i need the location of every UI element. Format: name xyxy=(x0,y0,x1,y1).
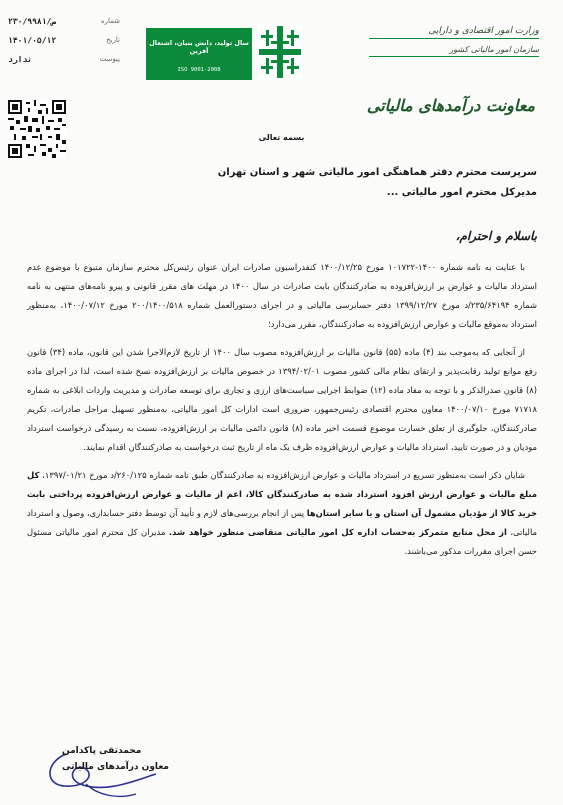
ministry-name: وزارت امور اقتصادی و دارایی xyxy=(428,26,539,36)
paragraph-3-text-c: مدیران کل محترم امور مالیاتی مسئول حسن اجرای مقررات مذکور می‌باشند. xyxy=(27,527,537,556)
header-divider xyxy=(369,38,539,39)
signatory-title: معاون درآمدهای مالیاتی xyxy=(62,762,169,772)
letter-number-row xyxy=(8,12,120,31)
letter-attachment: ندارد xyxy=(8,55,33,64)
deputy-heading: معاونت درآمدهای مالیاتی xyxy=(366,96,535,115)
paragraph-1: با عنایت به نامه شماره ۱۴۰۰-۱۰۱۷۲۲ مورخ ۱۴۰۰/۱۲/۲۵ کنفدراسیون صادرات ایران عنوان رئیس‌کل محترم سازمان متبوع با موضوع عدم استرداد مالیات و عوارض بر ارزش‌افزوده به صادرکنندگان بابت صادرات در سال ۱۴۰۰ در مهلت های مقرر قانونی و پیرو نامه‌های منتهی به نامه شماره ۲۳۵/۶۴۱۹۴/د مورخ ۱۳۹۹/۱۲/۲۷ دفتر حسابرسی مالیاتی و در اجرای دستورالعمل شماره ۲۰۰/۱۴۰۰/۵۱۸ مورخ ۱۴۰۰/۰۷/۱۲، به‌منظور استرداد به‌موقع مالیات و عوارض ارزش‌افزوده به صادرکنندگان، مقرر می‌دارد؛ xyxy=(27,262,538,329)
paragraph-2: از آنجایی که به‌موجب بند (۴) ماده (۵۵) قانون مالیات بر ارزش‌افزوده مصوب سال ۱۴۰۰ از تاریخ لازم‌الاجرا شدن این قانون، ماده (۳۴) قانون رفع موانع تولید رقابت‌پذیر و ارتقای نظام مالی کشور مصوب ۱۳۹۴/۰۲/۰۱ در خصوص مالیات بر ارزش‌افزوده نسخ شده است، لذا در اجرای ماده (۸) قانون صدرالذکر و با توجه به مفاد ماده (۱۲) ضوابط اجرایی سیاست‌های ارزی و تجاری برای توسعه صادرات و مدیریت واردات ابلاغی به شماره ۷۱۷۱۸ مورخ ۱۴۰۰/۰۷/۱۰ معاون محترم اقتصادی رئیس‌جمهور، ضروری است ادارات کل امور مالیاتی، به‌منظور تسهیل مراحل صادرات، تکریم صادرکنندگان، جلوگیری از تعلق خسارت موضوع قسمت اخیر ماده (۸) قانون دائمی مالیات بر ارزش‌افزوده، نسبت به رسیدگی درخواست استرداد مودیان و در صورت تایید، استرداد مالیات و عوارض ارزش‌افزوده ظرف یک ماه از تاریخ ثبت درخواست به صادرکنندگان اقدام نمایند. xyxy=(27,347,538,452)
greeting: باسلام و احترام، xyxy=(455,229,537,243)
letter-attachment-row xyxy=(8,50,120,69)
letter-meta xyxy=(8,12,120,69)
qr-code-icon xyxy=(8,100,66,158)
letter-body xyxy=(27,258,537,570)
paragraph-3-text-b: پس از انجام بررسی‌های لازم و تأیید آن توسط دفتر حسابداری، وصول و استرداد مالیاتی، xyxy=(27,508,538,537)
letter-date-label: تاریخ xyxy=(106,36,120,44)
header-divider-2 xyxy=(369,56,539,57)
tax-organization-emblem-icon xyxy=(257,24,303,80)
letter-number: ۲۳۰/۹۹۸۱/ص xyxy=(8,17,57,26)
letter-date: ۱۴۰۱/۰۵/۱۲ xyxy=(8,36,57,45)
ministry-header xyxy=(369,26,539,57)
year-slogan: سال تولید، دانش بنیان، اشتغال آفرین xyxy=(149,39,249,55)
addressee-2: مدیرکل محترم امور مالیاتی ... xyxy=(386,187,537,198)
addressees xyxy=(37,163,537,203)
year-slogan-box xyxy=(146,28,252,80)
paragraph-3-bold-2: از محل منابع متمرکز به‌حساب اداره کل امور مالیاتی متقاضی منظور خواهد شد. xyxy=(168,527,507,537)
signatory-name: محمدتقی پاکدامن xyxy=(62,746,142,756)
letter-date-row xyxy=(8,31,120,50)
organization-name: سازمان امور مالیاتی کشور xyxy=(449,45,539,54)
iso-label: ISO 9001-2008 xyxy=(177,67,221,73)
letter-attachment-label: پیوست xyxy=(99,55,120,63)
paragraph-3-bold-1: کل مبلغ مالیات و عوارض ارزش افزود استرداد شده به صادرکنندگان کالا، اعم از مالیات و عوارض ارزش‌افزوده پرداختی بابت خرید کالا از مؤدیان مشمول آن استان و یا سایر استان‌ها xyxy=(27,470,537,518)
paragraph-3 xyxy=(27,466,537,561)
letter-number-label: شماره xyxy=(100,17,120,25)
addressee-1: سرپرست محترم دفتر هماهنگی امور مالیاتی شهر و استان تهران xyxy=(217,167,537,178)
bismillah: بسمه تعالی xyxy=(258,133,305,142)
paragraph-3-text-a: شایان ذکر است به‌منظور تسریع در استرداد مالیات و عوارض ارزش‌افزوده به صادرکنندگان طبق نامه شماره ۲۶۰/۱۲۵/د مورخ ۱۳۹۷/۰۱/۲۱، xyxy=(39,470,525,480)
signature-block xyxy=(36,744,196,802)
